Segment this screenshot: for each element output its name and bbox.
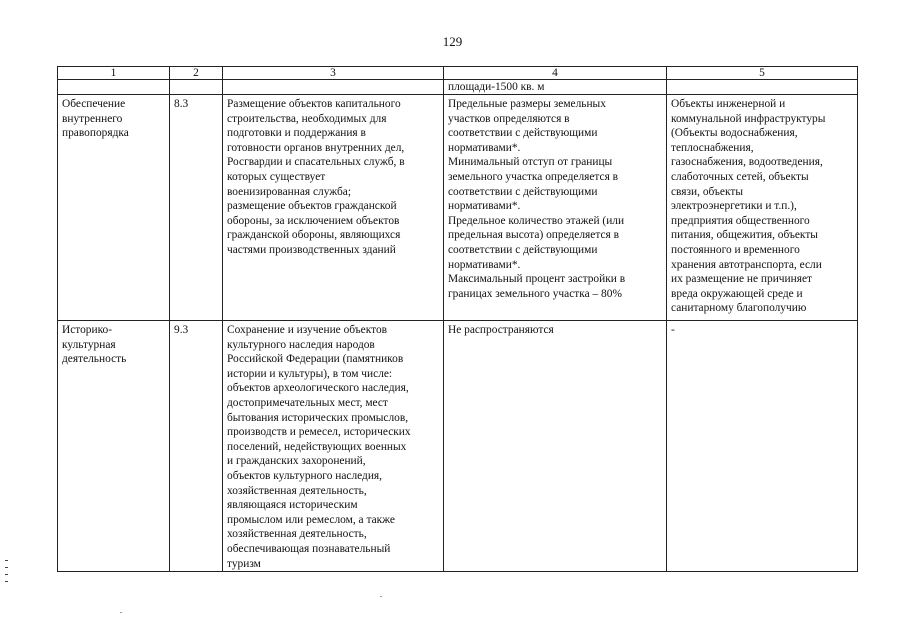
table-row [58,95,858,321]
scan-speck [120,612,122,613]
use-type-description: Сохранение и изучение объектов культурного наследия народов Российской Федерации (памятников истории и культуры), в том числе: объектов археологического наследия, достопримечательных мест, мест бытования исторических промыслов, производств и ремесел, исторических поселений, недействующих военных и гражданских захоронений, объектов культурного наследия, хозяйственная деятельность, являющаяся историческим промыслом или ремеслом, а также хозяйственная деятельность, обеспечивающая познавательный туризм [223,321,444,572]
page-number: 129 [442,34,463,49]
column-header-5: 5 [667,67,858,80]
zoning-regulations-table [57,66,858,572]
scan-speck [380,596,382,597]
column-header-3: 3 [223,67,444,80]
continuation-cell-4: площади-1500 кв. м [444,80,667,95]
table-row [58,321,858,572]
continuation-cell-3 [223,80,444,95]
scan-mark [5,567,8,568]
continuation-row [58,80,858,95]
use-type-code: 8.3 [170,95,223,321]
use-type-auxiliary: - [667,321,858,572]
use-type-parameters: Не распространяются [444,321,667,572]
use-type-parameters: Предельные размеры земельных участков определяются в соответствии с действующими нормативами*. Минимальный отступ от границы земельного участка определяется в соответствии с действующими нормативами*. Предельное количество этажей (или предельная высота) определяется в соответствии с действующими нормативами*. Максимальный процент застройки в границах земельного участка – 80% [444,95,667,321]
table-header-row [58,67,858,80]
column-header-2: 2 [170,67,223,80]
use-type-name: Историко- культурная деятельность [58,321,170,572]
use-type-code: 9.3 [170,321,223,572]
scan-mark [5,560,8,561]
column-header-1: 1 [58,67,170,80]
continuation-cell-1 [58,80,170,95]
scan-mark [5,581,8,582]
use-type-name: Обеспечение внутреннего правопорядка [58,95,170,321]
scan-margin-marks [5,560,9,588]
use-type-auxiliary: Объекты инженерной и коммунальной инфраструктуры (Объекты водоснабжения, теплоснабжения, газоснабжения, водоотведения, слаботочных сетей, объекты связи, объекты электроэнергетики и т.п.), предприятия общественного питания, общежития, объекты постоянного и временного хранения автотранспорта, если их размещение не причиняет вреда окружающей среде и санитарному благополучию [667,95,858,321]
continuation-cell-2 [170,80,223,95]
use-type-description: Размещение объектов капитального строительства, необходимых для подготовки и поддержания в готовности органов внутренних дел, Росгвардии и спасательных служб, в которых существует военизированная служба; размещение объектов гражданской обороны, за исключением объектов гражданской обороны, являющихся частями производственных зданий [223,95,444,321]
column-header-4: 4 [444,67,667,80]
continuation-cell-5 [667,80,858,95]
scan-mark [5,574,8,575]
